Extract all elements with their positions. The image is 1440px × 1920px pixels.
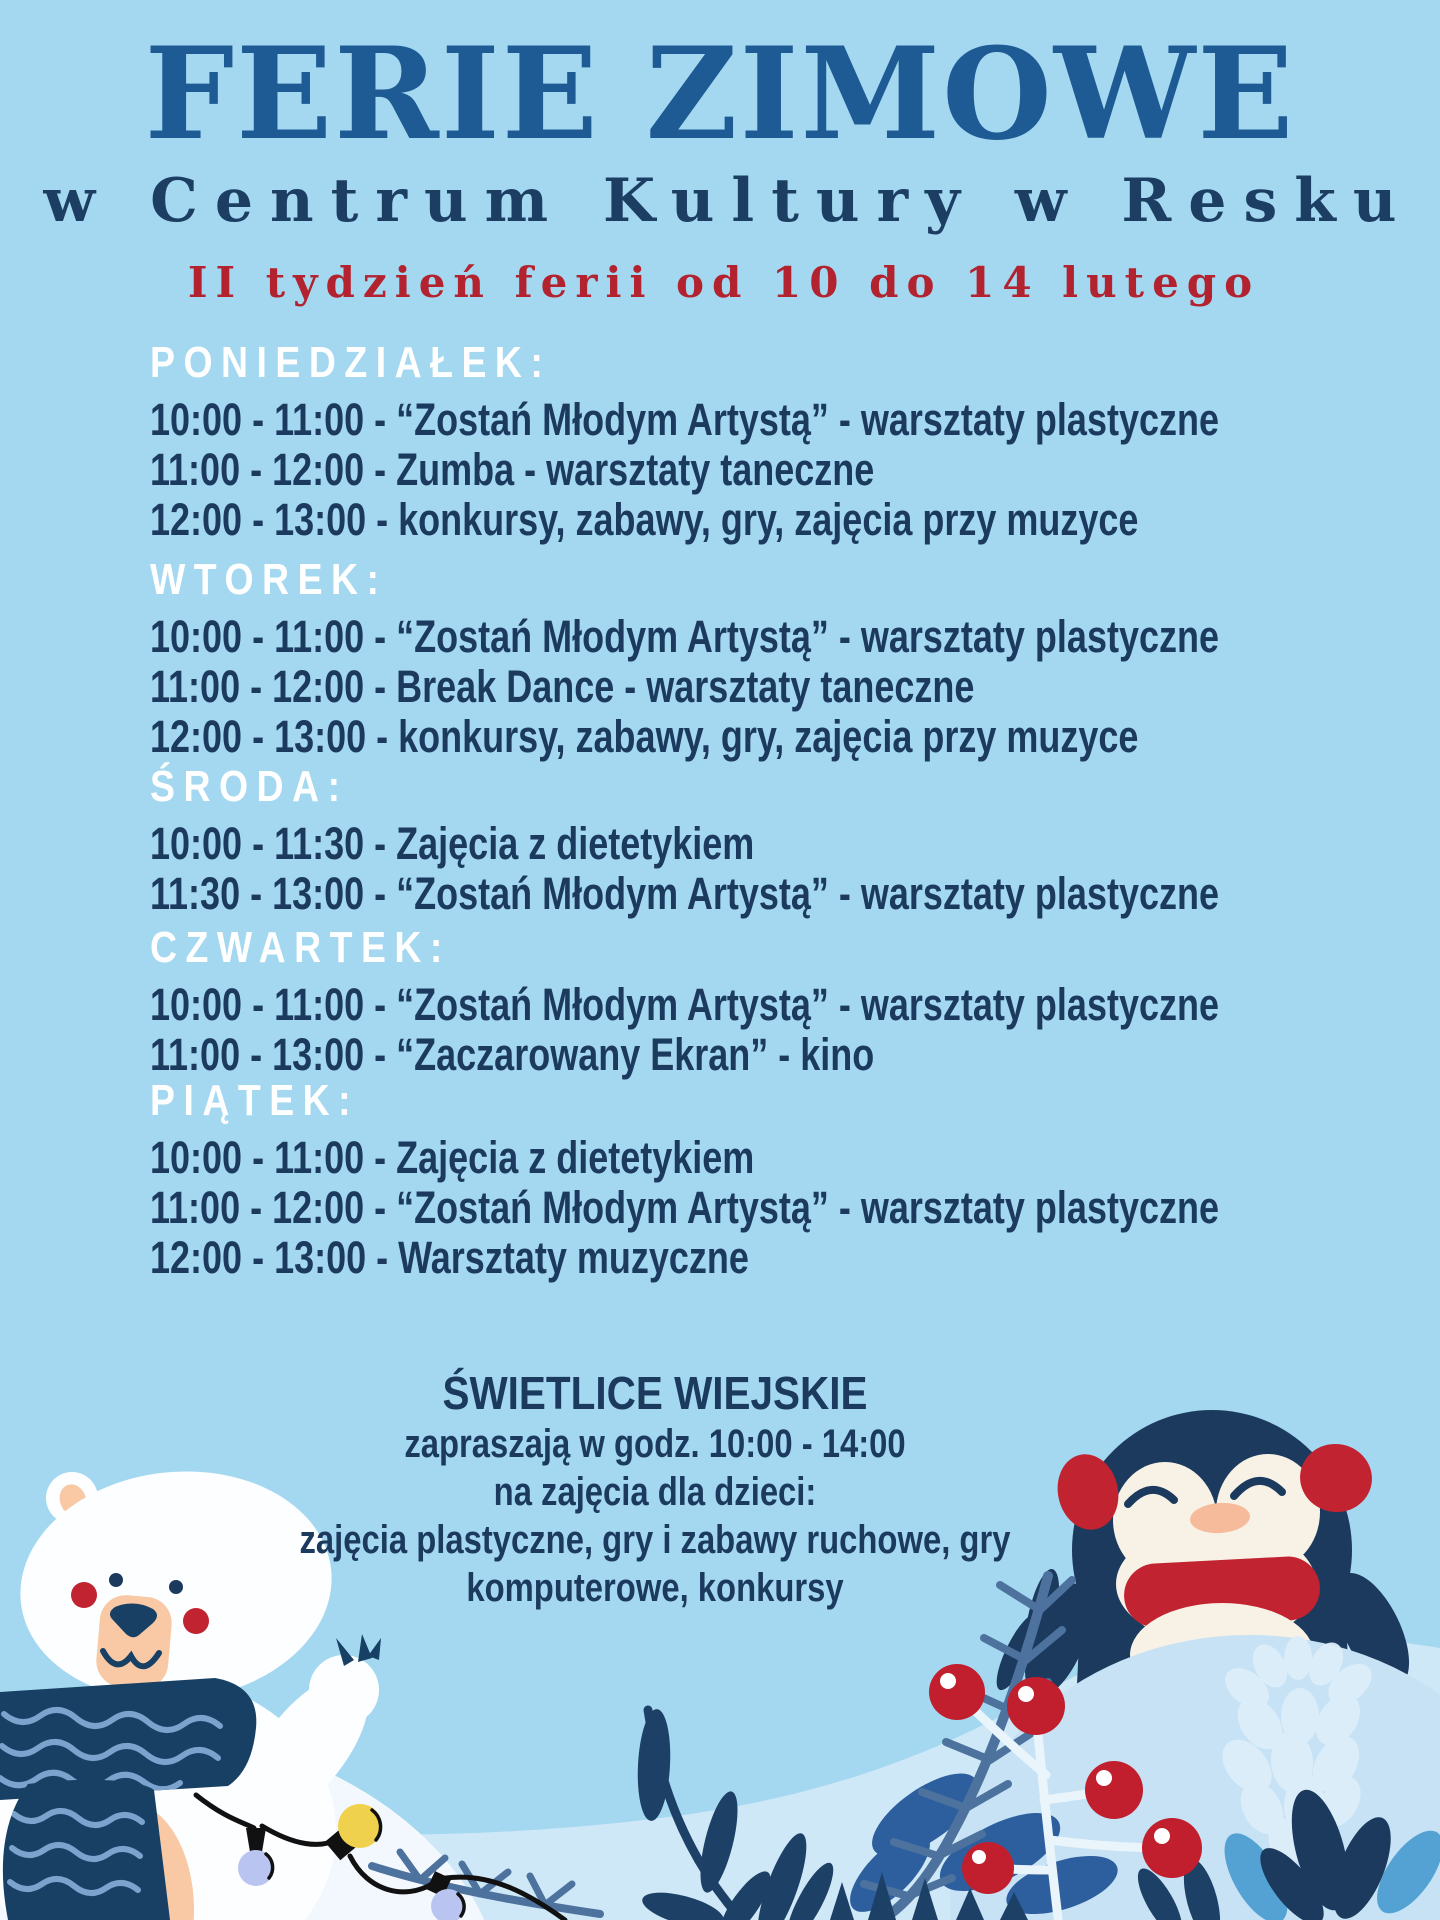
schedule-item: 11:00 - 12:00 - Break Dance - warsztaty taneczne [150,661,975,712]
bear-scarf [0,1678,256,1800]
schedule-item: 11:00 - 12:00 - “Zostań Młodym Artystą” - warsztaty plastyczne [150,1182,1220,1233]
schedule-item: 12:00 - 13:00 - Warsztaty muzyczne [150,1232,749,1283]
week-label: II tydzień ferii od 10 do 14 lutego [187,258,1261,307]
village-clubs-line: na zajęcia dla dzieci: [493,1470,817,1514]
village-clubs-line: zajęcia plastyczne, gry i zabawy ruchowe, gry [299,1518,1011,1562]
schedule-item: 10:00 - 11:00 - “Zostań Młodym Artystą” - warsztaty plastyczne [150,979,1220,1030]
day-block-wednesday [150,762,1440,919]
schedule-item: 10:00 - 11:00 - “Zostań Młodym Artystą” - warsztaty plastyczne [150,394,1220,445]
day-block-thursday [150,923,1440,1080]
schedule-item: 10:00 - 11:00 - “Zostań Młodym Artystą” - warsztaty plastyczne [150,611,1220,662]
schedule-item: 10:00 - 11:30 - Zajęcia z dietetykiem [150,818,755,869]
day-name-thursday: CZWARTEK: [150,923,451,972]
schedule-item: 10:00 - 11:00 - Zajęcia z dietetykiem [150,1132,755,1183]
schedule-item: 11:00 - 13:00 - “Zaczarowany Ekran” - kino [150,1029,875,1080]
bear-claws [336,1634,381,1666]
day-name-wednesday: ŚRODA: [150,762,349,811]
schedule-item: 11:00 - 12:00 - Zumba - warsztaty taneczne [150,444,875,495]
schedule-item: 12:00 - 13:00 - konkursy, zabawy, gry, zajęcia przy muzyce [150,711,1139,762]
village-clubs-section [0,1366,1310,1612]
day-block-friday [150,1076,1440,1283]
village-clubs-title: ŚWIETLICE WIEJSKIE [442,1367,868,1419]
day-block-tuesday [150,555,1440,762]
day-name-tuesday: WTOREK: [150,555,388,604]
poster-title: FERIE ZIMOWE [144,20,1296,168]
day-name-friday: PIĄTEK: [150,1076,360,1125]
bear-scarf-tail [3,1780,170,1920]
schedule-item: 11:30 - 13:00 - “Zostań Młodym Artystą” - warsztaty plastyczne [150,868,1220,919]
day-block-monday [150,338,1440,545]
day-name-monday: PONIEDZIAŁEK: [150,338,552,387]
poster-subtitle: w Centrum Kultury w Resku [43,166,1414,236]
village-clubs-line: zapraszają w godz. 10:00 - 14:00 [404,1422,906,1466]
village-clubs-line: komputerowe, konkursy [466,1566,844,1610]
schedule-item: 12:00 - 13:00 - konkursy, zabawy, gry, zajęcia przy muzyce [150,494,1139,545]
